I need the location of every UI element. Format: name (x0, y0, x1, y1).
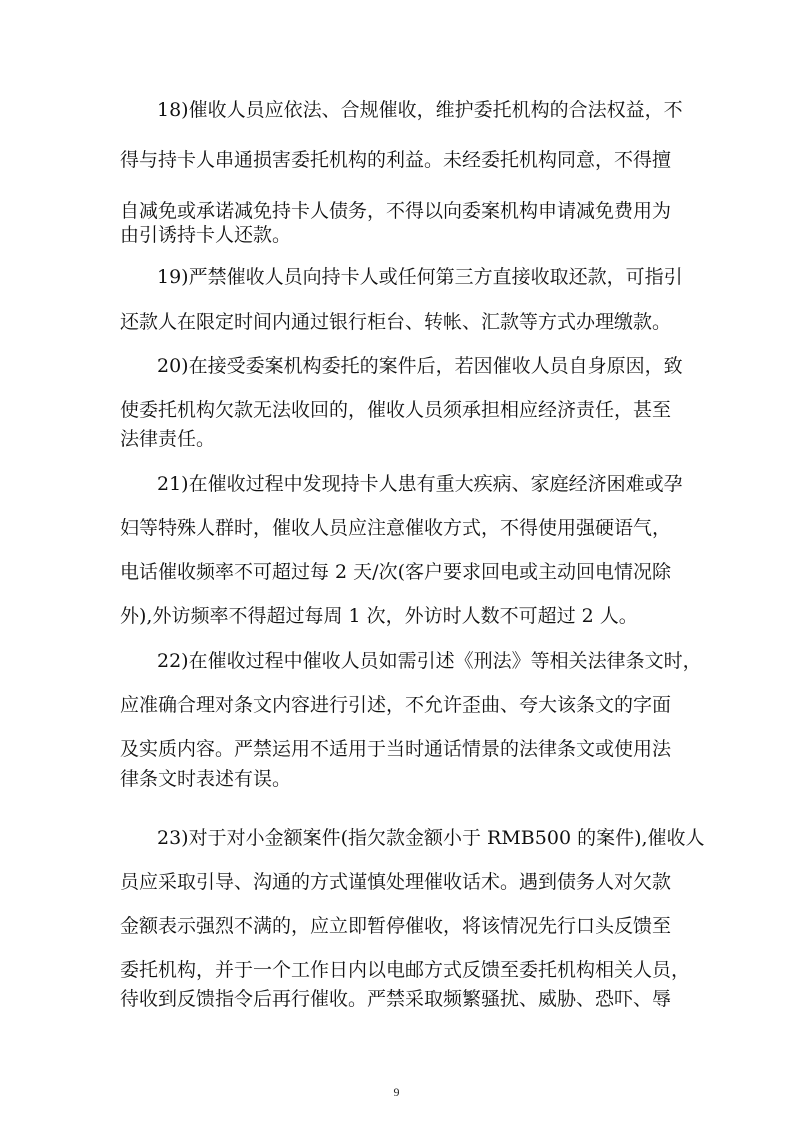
text-line: 19)严禁催收人员向持卡人或任何第三方直接收取还款，可指引 (157, 266, 683, 288)
text-line: 律条文时表述有误。 (120, 768, 292, 790)
text-line: 法律责任。 (120, 428, 216, 450)
text-line: 21)在催收过程中发现持卡人患有重大疾病、家庭经济困难或孕 (157, 473, 683, 495)
text-line: 委托机构，并于一个工作日内以电邮方式反馈至委托机构相关人员， (120, 959, 691, 981)
text-line: 员应采取引导、沟通的方式谨慎处理催收话术。遇到债务人对欠款 (120, 871, 672, 893)
text-line: 应准确合理对条文内容进行引述，不允许歪曲、夸大该条文的字面 (120, 694, 672, 716)
text-line: 23)对于对小金额案件(指欠款金额小于 RMB500 的案件),催收人 (157, 827, 705, 849)
text-line: 自减免或承诺减免持卡人债务，不得以向委案机构申请减免费用为 (120, 200, 672, 222)
text-line: 还款人在限定时间内通过银行柜台、转帐、汇款等方式办理缴款。 (120, 311, 672, 333)
text-line: 使委托机构欠款无法收回的，催收人员须承担相应经济责任，甚至 (120, 399, 672, 421)
text-line: 妇等特殊人群时，催收人员应注意催收方式，不得使用强硬语气， (120, 517, 672, 539)
text-line: 金额表示强烈不满的，应立即暂停催收，将该情况先行口头反馈至 (120, 915, 672, 937)
text-line: 得与持卡人串通损害委托机构的利益。未经委托机构同意，不得擅 (120, 149, 672, 171)
text-line: 电话催收频率不可超过每 2 天/次(客户要求回电或主动回电情况除 (120, 561, 671, 583)
text-line: 待收到反馈指令后再行催收。严禁采取频繁骚扰、威胁、恐吓、辱 (120, 988, 672, 1010)
page-number: 9 (393, 1085, 400, 1099)
text-line: 22)在催收过程中催收人员如需引述《刑法》等相关法律条文时， (157, 650, 702, 672)
text-line: 外),外访频率不得超过每周 1 次，外访时人数不可超过 2 人。 (120, 605, 638, 627)
text-line: 18)催收人员应依法、合规催收，维护委托机构的合法权益，不 (157, 99, 683, 121)
text-line: 及实质内容。严禁运用不适用于当时通话情景的法律条文或使用法 (120, 738, 672, 760)
text-line: 由引诱持卡人还款。 (120, 224, 292, 246)
text-line: 20)在接受委案机构委托的案件后，若因催收人员自身原因，致 (157, 355, 683, 377)
